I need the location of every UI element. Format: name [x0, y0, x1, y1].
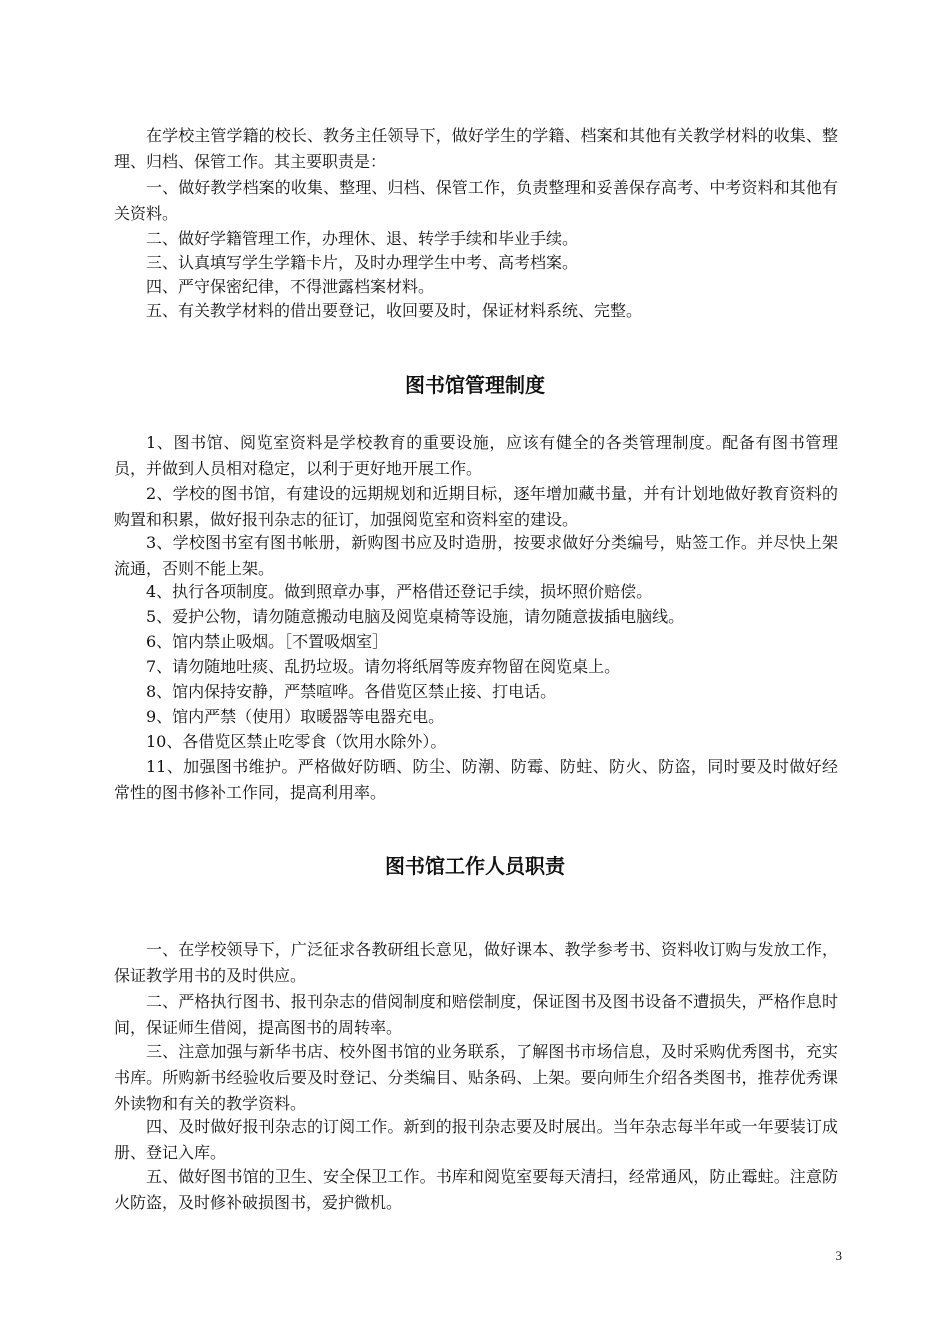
paragraph: 4、执行各项制度。做到照章办事，严格借还登记手续，损坏照价赔偿。	[146, 582, 653, 601]
paragraph: 三、认真填写学生学籍卡片，及时办理学生中考、高考档案。	[146, 253, 579, 272]
paragraph: 6、馆内禁止吸烟。［不置吸烟室］	[146, 632, 389, 651]
paragraph: 2、学校的图书馆，有建设的远期规划和近期目标，逐年增加藏书量，并有计划地做好教育资料的购置和积累，做好报刊杂志的征订，加强阅览室和资料室的建设。	[114, 484, 838, 529]
paragraph: 5、爱护公物，请勿随意搬动电脑及阅览桌椅等设施，请勿随意拔插电脑线。	[146, 607, 685, 626]
section-title: 图书馆管理制度	[405, 373, 545, 397]
paragraph: 五、做好图书馆的卫生、安全保卫工作。书库和阅览室要每天清扫，经常通风，防止霉蛀。注意防火防盗，及时修补破损图书，爱护微机。	[114, 1167, 838, 1212]
paragraph: 一、在学校领导下，广泛征求各教研组长意见，做好课本、教学参考书、资料收订购与发放工作，保证教学用书的及时供应。	[114, 940, 838, 985]
paragraph: 8、馆内保持安静，严禁喧哗。各借览区禁止接、打电话。	[146, 682, 557, 701]
paragraph: 二、做好学籍管理工作，办理休、退、转学手续和毕业手续。	[146, 229, 579, 248]
paragraph: 3、学校图书室有图书帐册，新购图书应及时造册，按要求做好分类编号，贴签工作。并尽快上架流通，否则不能上架。	[114, 533, 838, 578]
paragraph: 7、请勿随地吐痰、乱扔垃圾。请勿将纸屑等废弃物留在阅览桌上。	[146, 657, 621, 676]
paragraph: 四、及时做好报刊杂志的订阅工作。新到的报刊杂志要及时展出。当年杂志每半年或一年要装订成册、登记入库。	[114, 1117, 838, 1162]
paragraph: 1、图书馆、阅览室资料是学校教育的重要设施，应该有健全的各类管理制度。配备有图书管理员，并做到人员相对稳定，以利于更好地开展工作。	[114, 433, 838, 478]
paragraph: 在学校主管学籍的校长、教务主任领导下，做好学生的学籍、档案和其他有关教学材料的收集、整理、归档、保管工作。其主要职责是：	[114, 126, 838, 171]
paragraph: 10、各借览区禁止吃零食（饮用水除外）。	[146, 732, 447, 751]
paragraph: 五、有关教学材料的借出要登记，收回要及时，保证材料系统、完整。	[146, 301, 643, 320]
section-title: 图书馆工作人员职责	[385, 854, 565, 878]
paragraph: 三、注意加强与新华书店、校外图书馆的业务联系，了解图书市场信息，及时采购优秀图书，充实书库。所购新书经验收后要及时登记、分类编目、贴条码、上架。要向师生介绍各类图书，推荐优秀课外读物和有关的教学资料。	[114, 1042, 838, 1113]
paragraph: 一、做好教学档案的收集、整理、归档、保管工作，负责整理和妥善保存高考、中考资料和其他有关资料。	[114, 178, 838, 223]
page-number: 3	[835, 1248, 842, 1263]
paragraph: 11、加强图书维护。严格做好防晒、防尘、防潮、防霉、防蛀、防火、防盗，同时要及时做好经常性的图书修补工作同，提高利用率。	[114, 757, 838, 802]
paragraph: 二、严格执行图书、报刊杂志的借阅制度和赔偿制度，保证图书及图书设备不遭损失，严格作息时间，保证师生借阅，提高图书的周转率。	[114, 992, 838, 1037]
paragraph: 9、馆内严禁（使用）取暖器等电器充电。	[146, 707, 445, 726]
paragraph: 四、严守保密纪律，不得泄露档案材料。	[146, 277, 435, 296]
